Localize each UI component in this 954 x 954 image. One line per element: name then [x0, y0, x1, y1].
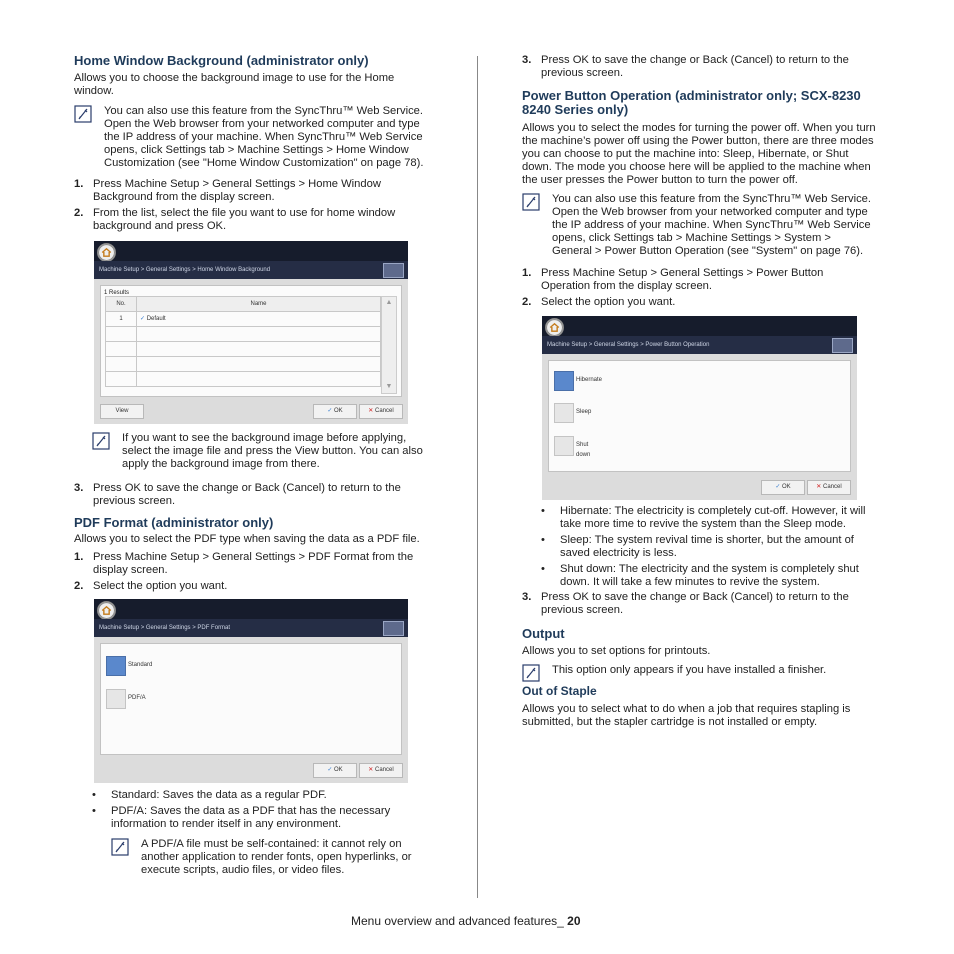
section-title-pdf-format: PDF Format (administrator only) — [74, 515, 274, 530]
screen-titlebar — [94, 599, 408, 619]
results-count: 1 Results — [104, 290, 130, 296]
section-title-power-button-operation: Power Button Operation (administrator only; SCX-8230 8240 Series only) — [522, 88, 861, 117]
pbo-note: You can also use this feature from the SyncThru™ Web Service. Open the Web browser from your networked computer and type the IP address of your machine. When SyncThru™ Web Service opens, click Settings tab > Machine Settings > System > General > Power Button Operation (see "System" on page 76). — [522, 193, 912, 259]
page-footer: Menu overview and advanced features_ 20 — [351, 914, 581, 928]
ok-button[interactable]: ✓ OK — [313, 763, 357, 778]
breadcrumb: Machine Setup > General Settings > PDF Format — [94, 619, 408, 637]
menu-icon[interactable] — [832, 338, 853, 353]
note-icon — [522, 193, 540, 211]
note-icon — [92, 432, 110, 450]
table-row[interactable]: 1 ✓ Default — [106, 312, 381, 327]
home-icon[interactable] — [97, 601, 116, 620]
menu-icon[interactable] — [383, 621, 404, 636]
home-icon[interactable] — [97, 243, 116, 262]
options-panel: Hibernate Sleep Shut down — [548, 360, 851, 472]
check-icon: ✓ — [140, 315, 146, 322]
pdfa-note: A PDF/A file must be self-contained: it cannot rely on another application to render fonts, open hyperlinks, or execute scripts, audio files, or video files. — [111, 838, 451, 878]
table-row[interactable] — [106, 327, 381, 342]
hwb-note-2: If you want to see the background image before applying, select the image file and press the View button. You can also apply the background image from there. — [92, 432, 452, 472]
home-window-background-screen — [94, 241, 408, 424]
power-button-operation-screen — [542, 316, 857, 500]
note-icon — [74, 105, 92, 123]
screen-titlebar — [542, 316, 857, 336]
hwb-note: You can also use this feature from the SyncThru™ Web Service. Open the Web browser from your networked computer and type the IP address of your machine. When SyncThru™ Web Service opens, click Settings tab > Machine Settings > Home Window Customization (see "Home Window Customization" on page 78). — [74, 105, 454, 171]
col-name: Name — [137, 297, 381, 312]
col-no: No. — [106, 297, 137, 312]
cancel-button[interactable]: ✕ Cancel — [359, 763, 403, 778]
hwb-description: Allows you to choose the background image to use for the Home window. — [74, 72, 395, 97]
screen-titlebar — [94, 241, 408, 261]
results-panel — [100, 285, 402, 397]
breadcrumb: Machine Setup > General Settings > Power Button Operation — [542, 336, 857, 354]
table-row[interactable] — [106, 342, 381, 357]
file-list — [105, 296, 381, 387]
scrollbar[interactable]: ▲ ▼ — [381, 296, 397, 394]
note-icon — [111, 838, 129, 856]
column-divider — [477, 56, 478, 898]
section-title-output: Output — [522, 626, 565, 641]
home-icon[interactable] — [545, 318, 564, 337]
view-button[interactable]: View — [100, 404, 144, 419]
ok-button[interactable]: ✓ OK — [313, 404, 357, 419]
output-note: This option only appears if you have installed a finisher. — [522, 664, 912, 684]
pdf-description: Allows you to select the PDF type when saving the data as a PDF file. — [74, 533, 420, 545]
subsection-title-out-of-staple: Out of Staple — [522, 684, 597, 698]
oos-description: Allows you to select what to do when a job that requires stapling is submitted, but the stapler cartridge is not installed or empty. — [522, 703, 851, 728]
output-description: Allows you to set options for printouts. — [522, 645, 711, 657]
pbo-description: Allows you to select the modes for turning the power off. When you turn the machine’s power off using the Power button, there are three modes you can choose to put the machine into: Sleep, Hibernate, or Shut down. The mode you choose here will be applied to the machine when the user presses the Power button to turn the power off. — [522, 122, 876, 186]
cancel-button[interactable]: ✕ Cancel — [359, 404, 403, 419]
pdf-format-screen — [94, 599, 408, 783]
note-icon — [522, 664, 540, 682]
section-title-home-window-background: Home Window Background (administrator only) — [74, 53, 369, 68]
breadcrumb: Machine Setup > General Settings > Home Window Background — [94, 261, 408, 279]
options-panel: Standard PDF/A — [100, 643, 402, 755]
table-row[interactable] — [106, 357, 381, 372]
menu-icon[interactable] — [383, 263, 404, 278]
cancel-button[interactable]: ✕ Cancel — [807, 480, 851, 495]
table-row[interactable] — [106, 372, 381, 387]
ok-button[interactable]: ✓ OK — [761, 480, 805, 495]
page-number: 20 — [567, 914, 581, 928]
